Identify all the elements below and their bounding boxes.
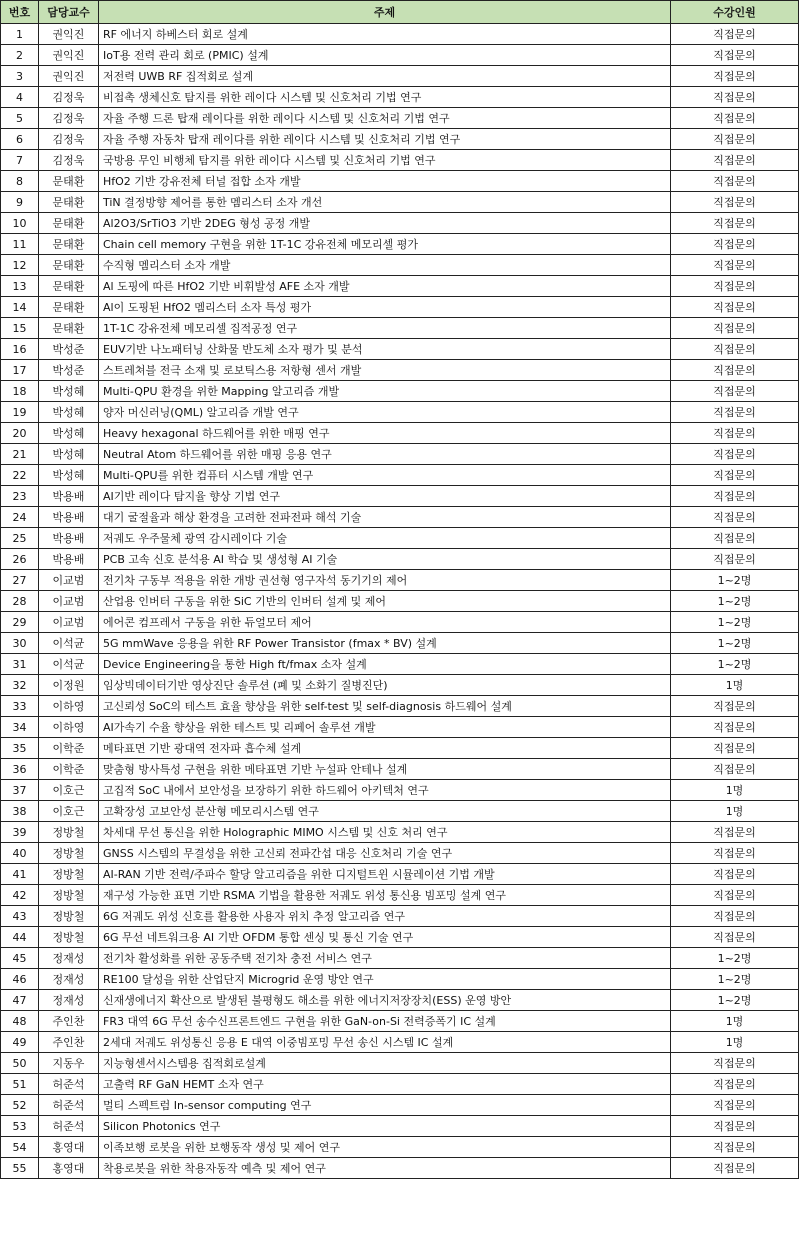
row-number: 19 [1, 402, 39, 423]
row-number: 37 [1, 780, 39, 801]
row-professor: 박성혜 [39, 402, 99, 423]
row-topic: 고집적 SoC 내에서 보안성을 보장하기 위한 하드웨어 아키텍처 연구 [99, 780, 671, 801]
row-professor: 박성혜 [39, 423, 99, 444]
row-professor: 이교범 [39, 612, 99, 633]
table-row [1, 318, 799, 339]
row-professor: 권익진 [39, 24, 99, 45]
row-capacity: 직접문의 [671, 1116, 799, 1137]
header-professor: 담당교수 [39, 1, 99, 24]
row-number: 12 [1, 255, 39, 276]
row-number: 52 [1, 1095, 39, 1116]
row-number: 26 [1, 549, 39, 570]
row-number: 2 [1, 45, 39, 66]
table-row [1, 1074, 799, 1095]
row-professor: 정방철 [39, 822, 99, 843]
table-row [1, 66, 799, 87]
row-topic: AI기반 레이다 탐지율 향상 기법 연구 [99, 486, 671, 507]
row-professor: 문태환 [39, 297, 99, 318]
row-number: 25 [1, 528, 39, 549]
row-topic: RF 에너지 하베스터 회로 설계 [99, 24, 671, 45]
row-number: 18 [1, 381, 39, 402]
row-professor: 정재성 [39, 990, 99, 1011]
table-row [1, 948, 799, 969]
row-number: 39 [1, 822, 39, 843]
table-row [1, 612, 799, 633]
row-topic: 에어콘 컴프레서 구동을 위한 듀얼모터 제어 [99, 612, 671, 633]
row-capacity: 직접문의 [671, 885, 799, 906]
row-number: 41 [1, 864, 39, 885]
row-capacity: 직접문의 [671, 444, 799, 465]
table-row [1, 423, 799, 444]
table-row [1, 780, 799, 801]
row-number: 9 [1, 192, 39, 213]
row-number: 13 [1, 276, 39, 297]
row-professor: 허준석 [39, 1074, 99, 1095]
row-number: 5 [1, 108, 39, 129]
header-num: 번호 [1, 1, 39, 24]
row-professor: 이학준 [39, 759, 99, 780]
row-number: 32 [1, 675, 39, 696]
row-topic: 양자 머신러닝(QML) 알고리즘 개발 연구 [99, 402, 671, 423]
row-capacity: 직접문의 [671, 423, 799, 444]
table-row [1, 444, 799, 465]
row-number: 6 [1, 129, 39, 150]
table-row [1, 675, 799, 696]
row-professor: 이호근 [39, 801, 99, 822]
row-capacity: 직접문의 [671, 381, 799, 402]
table-row [1, 108, 799, 129]
table-row [1, 234, 799, 255]
row-topic: FR3 대역 6G 무선 송수신프론트엔드 구현을 위한 GaN-on-Si 전력증폭기 IC 설계 [99, 1011, 671, 1032]
table-row [1, 1095, 799, 1116]
row-capacity: 직접문의 [671, 738, 799, 759]
row-number: 55 [1, 1158, 39, 1179]
row-topic: 전기차 활성화를 위한 공동주택 전기차 충전 서비스 연구 [99, 948, 671, 969]
row-topic: 차세대 무선 통신을 위한 Holographic MIMO 시스템 및 신호 처리 연구 [99, 822, 671, 843]
row-topic: PCB 고속 신호 분석용 AI 학습 및 생성형 AI 기술 [99, 549, 671, 570]
row-professor: 이학준 [39, 738, 99, 759]
row-professor: 이하영 [39, 717, 99, 738]
row-professor: 박성혜 [39, 465, 99, 486]
table-row [1, 1032, 799, 1053]
row-capacity: 직접문의 [671, 864, 799, 885]
row-capacity: 직접문의 [671, 759, 799, 780]
row-topic: 5G mmWave 응용을 위한 RF Power Transistor (fmax * BV) 설계 [99, 633, 671, 654]
row-number: 43 [1, 906, 39, 927]
row-professor: 주인찬 [39, 1032, 99, 1053]
row-capacity: 1~2명 [671, 654, 799, 675]
row-capacity: 1~2명 [671, 612, 799, 633]
row-capacity: 직접문의 [671, 549, 799, 570]
row-professor: 권익진 [39, 45, 99, 66]
table-row [1, 507, 799, 528]
row-topic: Al2O3/SrTiO3 기반 2DEG 형성 공정 개발 [99, 213, 671, 234]
table-row [1, 885, 799, 906]
table-row [1, 927, 799, 948]
row-professor: 김정욱 [39, 129, 99, 150]
row-number: 22 [1, 465, 39, 486]
row-topic: 멀티 스펙트럼 In-sensor computing 연구 [99, 1095, 671, 1116]
row-professor: 정방철 [39, 906, 99, 927]
table-row [1, 87, 799, 108]
row-professor: 문태환 [39, 192, 99, 213]
table-row [1, 759, 799, 780]
row-capacity: 직접문의 [671, 528, 799, 549]
table-row [1, 1137, 799, 1158]
row-topic: TiN 결정방향 제어를 통한 멤리스터 소자 개선 [99, 192, 671, 213]
row-professor: 김정욱 [39, 87, 99, 108]
row-topic: 저궤도 우주물체 광역 감시레이다 기술 [99, 528, 671, 549]
row-capacity: 1~2명 [671, 948, 799, 969]
row-capacity: 직접문의 [671, 87, 799, 108]
row-professor: 문태환 [39, 213, 99, 234]
row-capacity: 직접문의 [671, 507, 799, 528]
row-capacity: 직접문의 [671, 108, 799, 129]
row-topic: Silicon Photonics 연구 [99, 1116, 671, 1137]
row-number: 10 [1, 213, 39, 234]
row-topic: 재구성 가능한 표면 기반 RSMA 기법을 활용한 저궤도 위성 통신용 빔포밍 설계 연구 [99, 885, 671, 906]
table-row [1, 717, 799, 738]
row-topic: 대기 굴절율과 해상 환경을 고려한 전파전파 해석 기술 [99, 507, 671, 528]
table-row [1, 633, 799, 654]
header-capacity: 수강인원 [671, 1, 799, 24]
row-number: 15 [1, 318, 39, 339]
row-number: 51 [1, 1074, 39, 1095]
row-topic: 6G 저궤도 위성 신호를 활용한 사용자 위치 추정 알고리즘 연구 [99, 906, 671, 927]
row-number: 16 [1, 339, 39, 360]
row-professor: 이교범 [39, 570, 99, 591]
row-capacity: 직접문의 [671, 465, 799, 486]
header-row [1, 1, 799, 24]
row-capacity: 1~2명 [671, 990, 799, 1011]
row-capacity: 직접문의 [671, 150, 799, 171]
table-row [1, 486, 799, 507]
row-capacity: 직접문의 [671, 696, 799, 717]
row-topic: GNSS 시스템의 무결성을 위한 고신뢰 전파간섭 대응 신호처리 기술 연구 [99, 843, 671, 864]
row-number: 4 [1, 87, 39, 108]
row-number: 49 [1, 1032, 39, 1053]
row-topic: 메타표면 기반 광대역 전자파 흡수체 설계 [99, 738, 671, 759]
row-professor: 이하영 [39, 696, 99, 717]
table-row [1, 255, 799, 276]
row-professor: 박성준 [39, 360, 99, 381]
row-number: 50 [1, 1053, 39, 1074]
row-topic: 신재생에너지 확산으로 발생된 불평형도 해소를 위한 에너지저장장치(ESS) 운영 방안 [99, 990, 671, 1011]
table-row [1, 990, 799, 1011]
row-number: 3 [1, 66, 39, 87]
row-capacity: 직접문의 [671, 234, 799, 255]
row-professor: 박용배 [39, 549, 99, 570]
row-professor: 문태환 [39, 276, 99, 297]
row-capacity: 직접문의 [671, 339, 799, 360]
row-number: 7 [1, 150, 39, 171]
header-topic: 주제 [99, 1, 671, 24]
row-topic: 국방용 무인 비행체 탐지를 위한 레이다 시스템 및 신호처리 기법 연구 [99, 150, 671, 171]
row-number: 45 [1, 948, 39, 969]
row-topic: Chain cell memory 구현을 위한 1T-1C 강유전체 메모리셀 평가 [99, 234, 671, 255]
row-topic: RE100 달성을 위한 산업단지 Microgrid 운영 방안 연구 [99, 969, 671, 990]
row-capacity: 직접문의 [671, 1074, 799, 1095]
row-capacity: 직접문의 [671, 276, 799, 297]
row-topic: 전기차 구동부 적용을 위한 개방 권선형 영구자석 동기기의 제어 [99, 570, 671, 591]
table-row [1, 381, 799, 402]
row-number: 38 [1, 801, 39, 822]
row-topic: 이족보행 로봇을 위한 보행동작 생성 및 제어 연구 [99, 1137, 671, 1158]
row-topic: Neutral Atom 하드웨어를 위한 매핑 응용 연구 [99, 444, 671, 465]
row-capacity: 직접문의 [671, 822, 799, 843]
row-capacity: 직접문의 [671, 24, 799, 45]
table-row [1, 570, 799, 591]
row-number: 28 [1, 591, 39, 612]
table-row [1, 906, 799, 927]
row-number: 29 [1, 612, 39, 633]
table-row [1, 465, 799, 486]
row-capacity: 직접문의 [671, 360, 799, 381]
table-row [1, 24, 799, 45]
row-capacity: 직접문의 [671, 213, 799, 234]
row-professor: 이석균 [39, 654, 99, 675]
row-professor: 이교범 [39, 591, 99, 612]
table-row [1, 696, 799, 717]
row-capacity: 직접문의 [671, 1137, 799, 1158]
row-professor: 박성혜 [39, 381, 99, 402]
row-professor: 정재성 [39, 969, 99, 990]
table-row [1, 276, 799, 297]
table-row [1, 864, 799, 885]
row-number: 46 [1, 969, 39, 990]
row-professor: 지동우 [39, 1053, 99, 1074]
row-professor: 문태환 [39, 234, 99, 255]
row-number: 30 [1, 633, 39, 654]
row-topic: AI-RAN 기반 전력/주파수 할당 알고리즘을 위한 디지털트윈 시뮬레이션 기법 개발 [99, 864, 671, 885]
row-capacity: 직접문의 [671, 906, 799, 927]
row-capacity: 1명 [671, 675, 799, 696]
table-body [1, 24, 799, 1179]
row-capacity: 직접문의 [671, 192, 799, 213]
table-row [1, 1116, 799, 1137]
row-capacity: 1~2명 [671, 633, 799, 654]
row-capacity: 직접문의 [671, 297, 799, 318]
row-number: 11 [1, 234, 39, 255]
table-row [1, 297, 799, 318]
row-professor: 박용배 [39, 507, 99, 528]
row-number: 1 [1, 24, 39, 45]
row-professor: 권익진 [39, 66, 99, 87]
row-professor: 주인찬 [39, 1011, 99, 1032]
table-row [1, 360, 799, 381]
row-number: 48 [1, 1011, 39, 1032]
row-capacity: 1명 [671, 780, 799, 801]
row-number: 44 [1, 927, 39, 948]
row-capacity: 직접문의 [671, 843, 799, 864]
row-number: 34 [1, 717, 39, 738]
row-professor: 이석균 [39, 633, 99, 654]
row-topic: 저전력 UWB RF 집적회로 설계 [99, 66, 671, 87]
table-row [1, 129, 799, 150]
table-row [1, 339, 799, 360]
row-professor: 박용배 [39, 486, 99, 507]
row-capacity: 1명 [671, 1032, 799, 1053]
row-number: 47 [1, 990, 39, 1011]
row-number: 35 [1, 738, 39, 759]
table-row [1, 549, 799, 570]
row-capacity: 1명 [671, 801, 799, 822]
row-number: 24 [1, 507, 39, 528]
row-professor: 박용배 [39, 528, 99, 549]
row-topic: HfO2 기반 강유전체 터널 접합 소자 개발 [99, 171, 671, 192]
table-row [1, 822, 799, 843]
row-capacity: 직접문의 [671, 318, 799, 339]
row-professor: 허준석 [39, 1095, 99, 1116]
row-topic: 착용로봇을 위한 착용자동작 예측 및 제어 연구 [99, 1158, 671, 1179]
table-row [1, 738, 799, 759]
table-row [1, 1053, 799, 1074]
table-row [1, 1158, 799, 1179]
row-number: 33 [1, 696, 39, 717]
row-number: 23 [1, 486, 39, 507]
row-professor: 문태환 [39, 318, 99, 339]
row-topic: Multi-QPU를 위한 컴퓨터 시스템 개발 연구 [99, 465, 671, 486]
row-topic: Heavy hexagonal 하드웨어를 위한 매핑 연구 [99, 423, 671, 444]
row-capacity: 직접문의 [671, 129, 799, 150]
table-row [1, 45, 799, 66]
row-number: 42 [1, 885, 39, 906]
row-professor: 홍영대 [39, 1158, 99, 1179]
row-topic: IoT용 전력 관리 회로 (PMIC) 설계 [99, 45, 671, 66]
table-row [1, 402, 799, 423]
table-row [1, 192, 799, 213]
row-topic: 1T-1C 강유전체 메모리셀 집적공정 연구 [99, 318, 671, 339]
row-topic: 수직형 멤리스터 소자 개발 [99, 255, 671, 276]
row-professor: 박성혜 [39, 444, 99, 465]
row-professor: 이정원 [39, 675, 99, 696]
row-professor: 문태환 [39, 171, 99, 192]
row-professor: 정방철 [39, 864, 99, 885]
row-topic: 2세대 저궤도 위성통신 응용 E 대역 이중빔포밍 무선 송신 시스템 IC 설계 [99, 1032, 671, 1053]
row-topic: 고신뢰성 SoC의 테스트 효율 향상을 위한 self-test 및 self-diagnosis 하드웨어 설계 [99, 696, 671, 717]
table-row [1, 654, 799, 675]
row-capacity: 1~2명 [671, 591, 799, 612]
row-professor: 문태환 [39, 255, 99, 276]
row-number: 21 [1, 444, 39, 465]
row-number: 31 [1, 654, 39, 675]
row-capacity: 직접문의 [671, 1158, 799, 1179]
row-professor: 정방철 [39, 885, 99, 906]
table-row [1, 843, 799, 864]
row-capacity: 직접문의 [671, 45, 799, 66]
row-professor: 허준석 [39, 1116, 99, 1137]
row-capacity: 직접문의 [671, 717, 799, 738]
row-topic: Al 도핑에 따른 HfO2 기반 비휘발성 AFE 소자 개발 [99, 276, 671, 297]
row-topic: EUV기반 나노패터닝 산화물 반도체 소자 평가 및 분석 [99, 339, 671, 360]
row-number: 8 [1, 171, 39, 192]
table-row [1, 150, 799, 171]
row-professor: 김정욱 [39, 108, 99, 129]
row-topic: Multi-QPU 환경을 위한 Mapping 알고리즘 개발 [99, 381, 671, 402]
row-professor: 이호근 [39, 780, 99, 801]
row-capacity: 직접문의 [671, 255, 799, 276]
table-row [1, 969, 799, 990]
row-topic: Al이 도핑된 HfO2 멤리스터 소자 특성 평가 [99, 297, 671, 318]
table-row [1, 591, 799, 612]
row-topic: 고출력 RF GaN HEMT 소자 연구 [99, 1074, 671, 1095]
row-topic: 스트레쳐블 전극 소재 및 로보틱스용 저항형 센서 개발 [99, 360, 671, 381]
row-number: 36 [1, 759, 39, 780]
row-topic: 자율 주행 자동차 탑재 레이다를 위한 레이다 시스템 및 신호처리 기법 연구 [99, 129, 671, 150]
table-row [1, 171, 799, 192]
row-professor: 정재성 [39, 948, 99, 969]
row-capacity: 직접문의 [671, 927, 799, 948]
row-capacity: 직접문의 [671, 1053, 799, 1074]
row-professor: 정방철 [39, 843, 99, 864]
row-topic: 산업용 인버터 구동을 위한 SiC 기반의 인버터 설계 및 제어 [99, 591, 671, 612]
row-capacity: 직접문의 [671, 171, 799, 192]
row-professor: 홍영대 [39, 1137, 99, 1158]
row-capacity: 1~2명 [671, 570, 799, 591]
row-topic: AI가속기 수율 향상을 위한 테스트 및 리페어 솔루션 개발 [99, 717, 671, 738]
row-number: 17 [1, 360, 39, 381]
row-capacity: 직접문의 [671, 1095, 799, 1116]
row-topic: 고확장성 고보안성 분산형 메모리시스템 연구 [99, 801, 671, 822]
row-topic: 지능형센서시스템용 집적회로설계 [99, 1053, 671, 1074]
row-capacity: 직접문의 [671, 66, 799, 87]
row-number: 14 [1, 297, 39, 318]
row-capacity: 1~2명 [671, 969, 799, 990]
row-professor: 정방철 [39, 927, 99, 948]
row-number: 53 [1, 1116, 39, 1137]
row-capacity: 직접문의 [671, 486, 799, 507]
row-professor: 김정욱 [39, 150, 99, 171]
row-professor: 박성준 [39, 339, 99, 360]
row-topic: 임상빅데이터기반 영상진단 솔루션 (폐 및 소화기 질병진단) [99, 675, 671, 696]
row-capacity: 직접문의 [671, 402, 799, 423]
row-topic: 비접촉 생체신호 탐지를 위한 레이다 시스템 및 신호처리 기법 연구 [99, 87, 671, 108]
row-number: 20 [1, 423, 39, 444]
table-row [1, 528, 799, 549]
table-row [1, 801, 799, 822]
row-number: 40 [1, 843, 39, 864]
row-capacity: 1명 [671, 1011, 799, 1032]
row-topic: 맞춤형 방사특성 구현을 위한 메타표면 기반 누설파 안테나 설계 [99, 759, 671, 780]
row-topic: Device Engineering을 통한 High ft/fmax 소자 설계 [99, 654, 671, 675]
table-row [1, 1011, 799, 1032]
row-topic: 6G 무선 네트워크용 AI 기반 OFDM 통합 센싱 및 통신 기술 연구 [99, 927, 671, 948]
table-row [1, 213, 799, 234]
row-topic: 자율 주행 드론 탑재 레이다를 위한 레이다 시스템 및 신호처리 기법 연구 [99, 108, 671, 129]
row-number: 54 [1, 1137, 39, 1158]
row-number: 27 [1, 570, 39, 591]
